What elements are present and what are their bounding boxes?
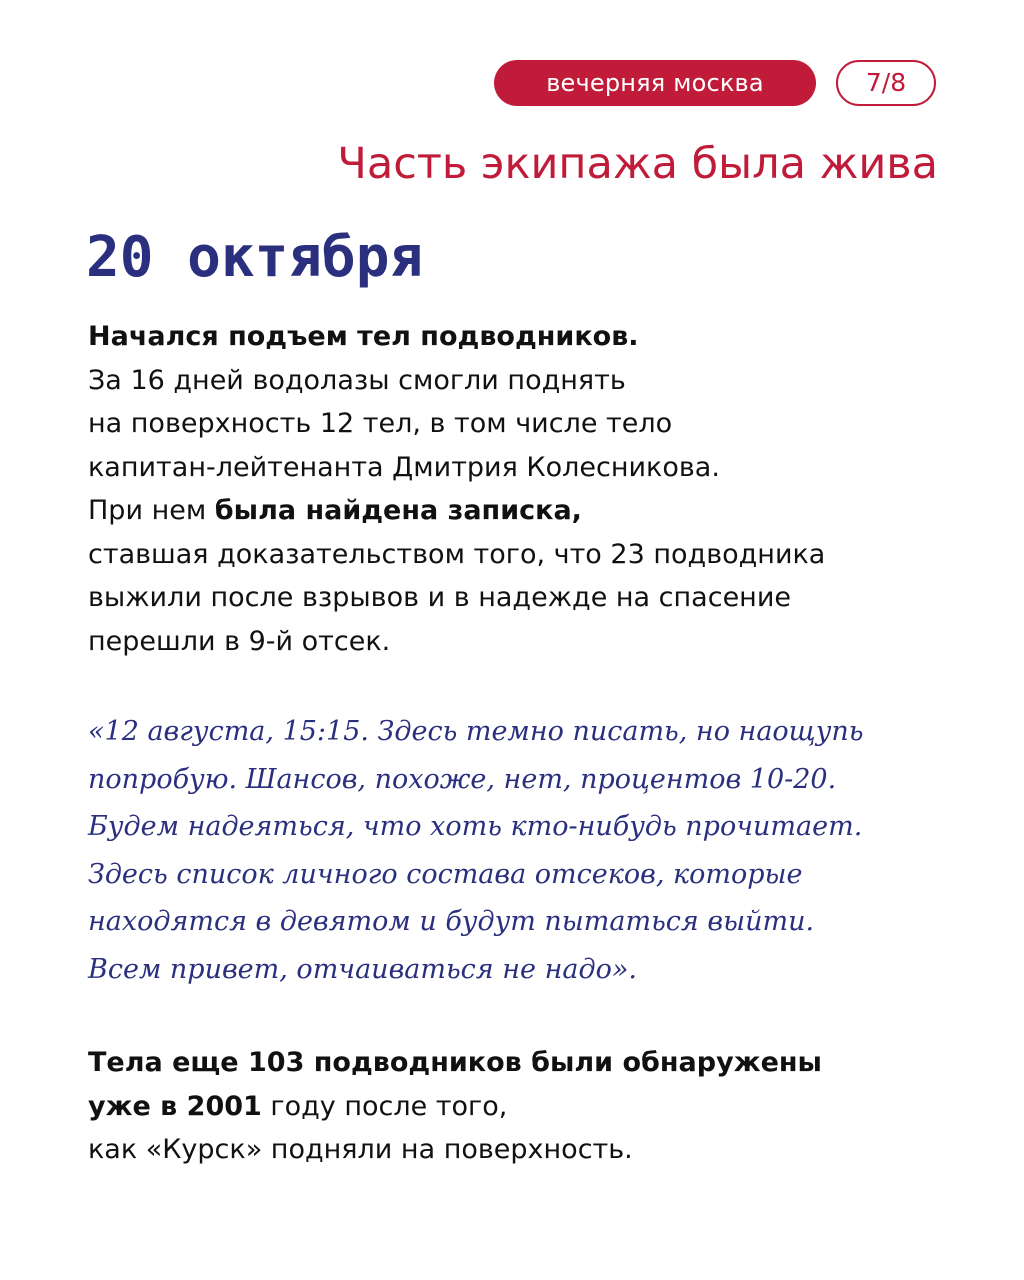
page-counter: 7/8 [836,60,936,106]
closing-line: Тела еще 103 подводников были обнаружены [88,1047,822,1078]
page-title: Часть экипажа была жива [337,139,938,189]
body-line: капитан-лейтенанта Дмитрия Колесникова. [88,451,720,483]
body-line: За 16 дней водолазы смогли поднять [88,364,626,396]
brand-badge: вечерняя москва [494,60,816,106]
body-line: ставшая доказательством того, что 23 подводника [88,538,826,570]
quote-line: «12 августа, 15:15. Здесь темно писать, но наощупь [88,716,864,747]
body-line [88,489,825,533]
quote-line: Всем привет, отчаиваться не надо». [88,953,637,985]
closing-line: как «Курск» подняли на поверхность. [88,1134,633,1165]
date-heading: 20 октября [86,225,424,290]
body-line: на поверхность 12 тел, в том числе тело [88,408,673,439]
body-line: перешли в 9-й отсек. [88,625,391,657]
quote-line: Здесь список личного состава отсеков, которые [88,858,803,890]
closing-text [88,1041,822,1172]
closing-line-rest: году после того, [261,1090,508,1122]
quote-line: попробую. Шансов, похоже, нет, процентов 10-20. [88,763,837,795]
note-quote [88,708,863,993]
closing-line-emphasis: уже в 2001 [88,1090,262,1122]
body-text [88,315,825,663]
body-line-prefix: При нем [88,495,215,526]
body-line: Начался подъем тел подводников. [88,321,639,352]
quote-line: находятся в девятом и будут пытаться выйти. [88,906,815,937]
body-line: выжили после взрывов и в надежде на спасение [88,582,791,613]
body-line-emphasis: была найдена записка, [214,495,582,526]
closing-line [88,1085,822,1129]
quote-line: Будем надеяться, что хоть кто-нибудь прочитает. [88,811,863,842]
